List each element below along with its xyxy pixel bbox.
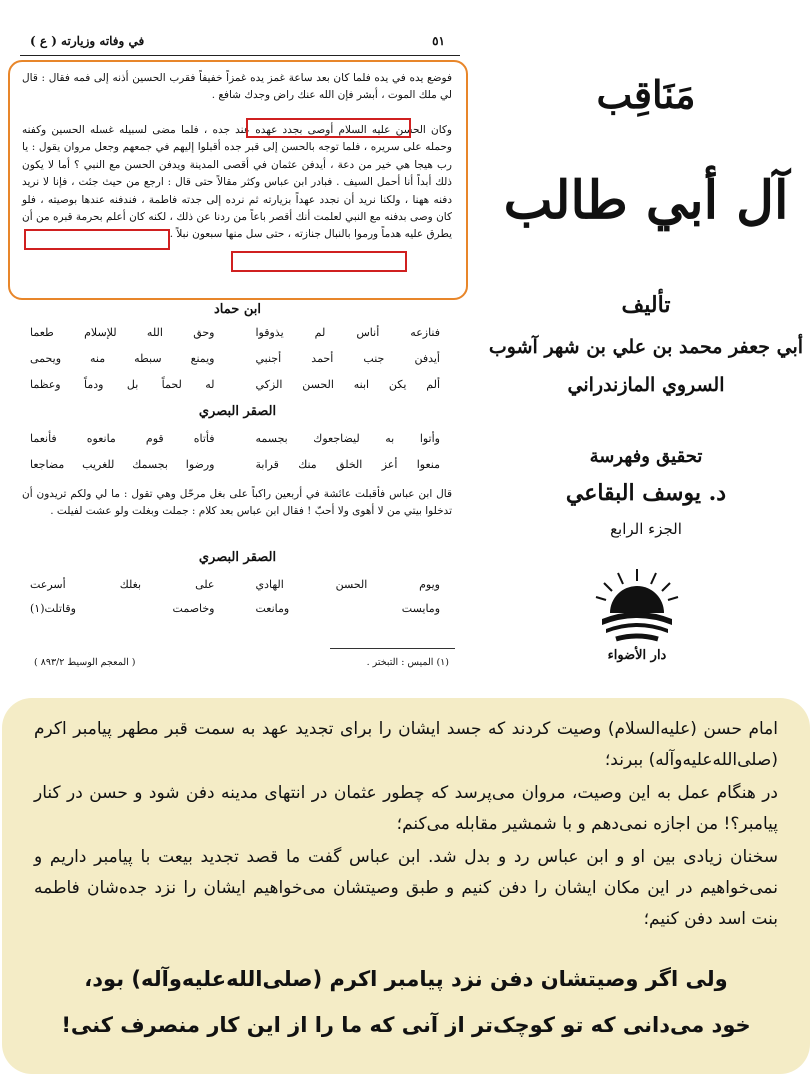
cover-author: أبي جعفر محمد بن علي بن شهر آشوب — [488, 336, 804, 358]
running-title: في وفاته وزيارته ( ع ) — [30, 34, 145, 48]
publisher-name: دار الأضواء — [607, 648, 667, 663]
footnote-reference: ( المعجم الوسيط ٨٩٣/٢ ) — [34, 657, 136, 668]
cover-author-nisba: السروي المازندراني — [567, 374, 725, 396]
cover-title-main: آل أبي طالب — [503, 170, 789, 231]
verse-hemistich: فنازعه أناس لم يذوقوا — [255, 326, 440, 339]
footnote-rule — [330, 648, 455, 649]
verse-hemistich: أيدفن جنب أحمد أجنبي — [255, 352, 440, 365]
note-line-5: خود می‌دانی که تو کوچک‌تر از آنی که ما را از این کار منصرف کنی! — [61, 1013, 751, 1037]
verse-hemistich: ومايست ومانعت — [255, 602, 440, 615]
running-header — [20, 34, 455, 54]
verse-hemistich: ورضوا بجسمك للغريب مضاجعا — [30, 458, 215, 471]
red-box-1 — [246, 118, 411, 138]
verse-line — [30, 602, 440, 615]
poet-name: الصقر البصري — [198, 404, 277, 419]
page-number: ٥١ — [432, 34, 445, 48]
poet-name: الصقر البصري — [198, 550, 277, 565]
verse-line — [30, 352, 440, 365]
paragraph-3 — [22, 486, 452, 521]
note-line-3: سخنان زیادی بین او و ابن عباس رد و بدل شد. ابن عباس گفت ما قصد تجدید بیعت با پیامبر داریم و نمی‌خواهیم در این مکان ایشان را دفن کنیم و طبق وصیتشان می‌خواهیم ایشان را نزد جده‌شان فاطمه بنت اسد دفن کنیم؛ — [34, 847, 778, 929]
verse-hemistich: وخاصمت وقاتلت(١) — [30, 602, 215, 615]
poet-name: ابن حماد — [214, 302, 261, 317]
cover-by-label: تأليف — [621, 292, 671, 318]
cover-volume: الجزء الرابع — [610, 520, 682, 538]
explanation-panel — [2, 698, 810, 1074]
verse-hemistich: له لحماً بل ودماً وعظما — [30, 378, 215, 391]
cover-editor-label: تحقيق وفهرسة — [589, 446, 703, 467]
verse-line — [30, 578, 440, 591]
footnote: (١) الميس : التبختر . — [366, 657, 449, 668]
note-line-2: در هنگام عمل به این وصیت، مروان می‌پرسد که چطور عثمان در انتهای مدینه دفن شود و حسن در کنار پیامبر؟! من اجازه نمی‌دهم و با شمشیر مقابله می‌کنم؛ — [34, 783, 778, 834]
verse-line — [30, 432, 440, 445]
cover-title-top: مَنَاقِب — [596, 72, 696, 117]
note-line-4: ولی اگر وصیتشان دفن نزد پیامبر اکرم (صلی‌الله‌علیه‌وآله) بود، — [84, 967, 728, 991]
paragraph-2 — [22, 122, 452, 244]
verse-hemistich: ألم يكن ابنه الحسن الزكي — [255, 378, 440, 391]
verse-line — [30, 458, 440, 471]
verse-hemistich: وحق الله للإسلام طعما — [30, 326, 215, 339]
paragraph-1 — [22, 70, 452, 105]
note-line-1: امام حسن (علیه‌السلام) وصیت کردند که جسد ایشان را برای تجدید عهد به سمت قبر مطهر پیامبر اکرم (صلی‌الله‌علیه‌وآله) ببرند؛ — [34, 719, 778, 770]
paragraph-text: فوضع يده في يده فلما كان بعد ساعة غمز يده غمزاً خفيفاً فقرب الحسين أذنه إلى فمه فقال : قال لي ملك الموت ، أبشر فإن الله عنك راض وجدك شافع . — [22, 72, 452, 102]
verse-hemistich: ويمنع سبطه منه ويحمى — [30, 352, 215, 365]
publisher-logo-icon — [582, 565, 692, 665]
book-page — [0, 0, 475, 690]
verse-hemistich: على بغلك أسرعت — [30, 578, 215, 591]
verse-hemistich: ويوم الحسن الهادي — [255, 578, 440, 591]
header-rule — [20, 55, 460, 56]
verse-hemistich: منعوا أعز الخلق منك قرابة — [255, 458, 440, 471]
cover-editor: د. يوسف البقاعي — [565, 480, 727, 506]
paragraph-text: وكان الحسن عليه السلام أوصى بجدد عهده عند جده ، فلما مضى لسبيله غسله الحسين وكفنه وحمله على سريره ، فلما توجه بالحسن إلى قبر جده أقبلوا إليهم في جمعهم وجعل مروان يقول : يا رب هيجا هي خير من دعة ، أيدفن عثمان في أقصى المدينة ويدفن الحسن مع النبي ؟ أما لا يكون ذلك أبداً أنا أحمل السيف . فبادر ابن عباس وكثر مقالاً حتى قال : ارجع من حيث جئت ، فإنا لا نريد دفنه ههنا ، ولكنا نريد أن نجدد عهداً بزيارته ثم نرده إلى جدته فاطمة ، فندفنه عندها بوصيته ، فلو كان وصى بدفنه مع النبي لعلمت أنك أقصر باعاً من ردنا عن ذلك ، لكنه كان أعلم بحرمة قبره من أن يطرق عليه هدماً ورموا بالنبال جنازته ، حتى سل منها سبعون نبلاً . — [22, 124, 452, 241]
paragraph-text: قال ابن عباس فأقبلت عائشة في أربعين راكباً على بغل مرحّل وهي تقول : ما لي ولكم تريدون أن تدخلوا بيتي من لا أهوى ولا أحبّ ! فقال ابن عباس بعد كلام : جملت وبغلت ولو عشت لفيلت . — [22, 488, 452, 518]
verse-line — [30, 326, 440, 339]
red-box-2 — [24, 229, 170, 250]
verse-hemistich: فأتاه قوم مانعوه فأنعما — [30, 432, 215, 445]
verse-line — [30, 378, 440, 391]
verse-hemistich: وأتوا به ليضاجعوك بجسمه — [255, 432, 440, 445]
red-box-3 — [231, 251, 407, 272]
